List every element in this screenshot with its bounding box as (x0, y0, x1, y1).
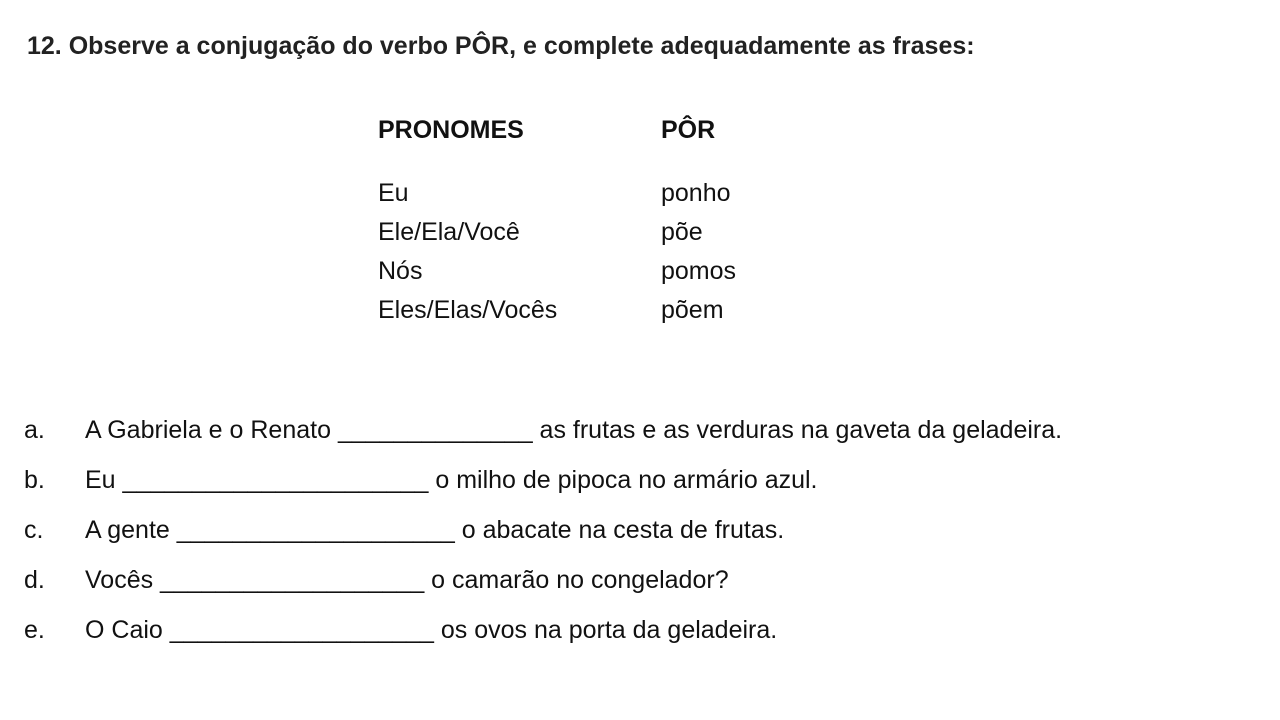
question-title: 12. Observe a conjugação do verbo PÔR, e complete adequadamente as frases: (27, 32, 975, 60)
verb-form: põe (661, 218, 703, 246)
conjugation-header (378, 112, 736, 148)
exercise-sentence: Vocês ___________________ o camarão no congelador? (85, 565, 729, 594)
pronoun: Eu (378, 179, 409, 207)
exercise-letter: a. (24, 415, 45, 444)
exercise-item (24, 405, 1062, 455)
exercise-list (24, 405, 1062, 655)
conjugation-row (378, 174, 736, 213)
exercise-sentence: A Gabriela e o Renato ______________ as frutas e as verduras na gaveta da geladeira. (85, 415, 1063, 444)
conjugation-row (378, 213, 736, 252)
header-verb: PÔR (661, 115, 716, 144)
conjugation-row (378, 291, 736, 330)
conjugation-row (378, 252, 736, 291)
exercise-sentence: A gente ____________________ o abacate na cesta de frutas. (85, 515, 785, 544)
exercise-letter: d. (24, 565, 45, 594)
verb-form: põem (661, 296, 724, 324)
exercise-item (24, 605, 1062, 655)
exercise-item (24, 505, 1062, 555)
exercise-letter: b. (24, 465, 45, 494)
exercise-sentence: Eu ______________________ o milho de pipoca no armário azul. (85, 465, 818, 494)
verb-form: ponho (661, 179, 731, 207)
exercise-sentence: O Caio ___________________ os ovos na porta da geladeira. (85, 615, 778, 644)
exercise-item (24, 455, 1062, 505)
verb-form: pomos (661, 257, 737, 285)
pronoun: Eles/Elas/Vocês (378, 296, 558, 324)
pronoun: Nós (378, 257, 423, 285)
header-pronomes: PRONOMES (378, 115, 524, 144)
pronoun: Ele/Ela/Você (378, 218, 520, 246)
exercise-letter: e. (24, 615, 45, 644)
conjugation-table (378, 112, 736, 330)
exercise-item (24, 555, 1062, 605)
exercise-letter: c. (24, 515, 44, 544)
